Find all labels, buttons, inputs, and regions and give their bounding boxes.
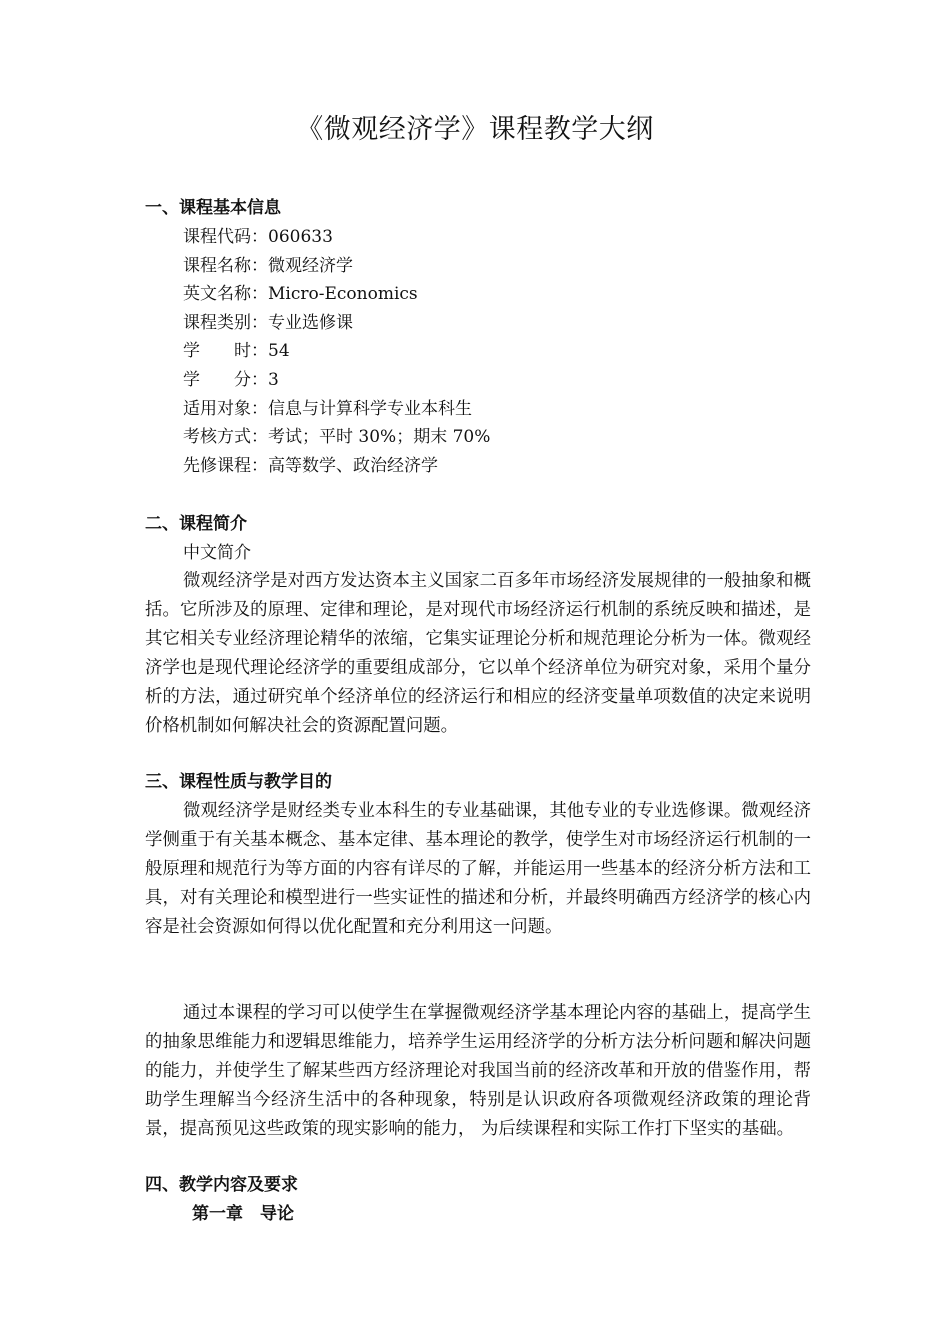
section-1-heading: 一、课程基本信息 [145, 198, 281, 218]
section-2-heading: 二、课程简介 [145, 514, 247, 534]
section-3-heading: 三、课程性质与教学目的 [145, 772, 332, 792]
chapter-1-heading: 第一章 导论 [192, 1204, 294, 1224]
assessment-method: 考核方式：考试；平时 30%；期末 70% [183, 427, 491, 448]
course-name: 课程名称：微观经济学 [183, 255, 353, 276]
english-name: 英文名称：Micro-Economics [183, 284, 418, 305]
intro-paragraph: 微观经济学是对西方发达资本主义国家二百多年市场经济发展规律的一般抽象和概括。它所涉及的原理、定律和理论，是对现代市场经济运行机制的系统反映和描述，是其它相关专业经济理论精华的浓缩，它集实证理论分析和规范理论分析为一体。微观经济学也是现代理论经济学的重要组成部分，它以单个经济单位为研究对象，采用个量分析的方法，通过研究单个经济单位的经济运行和相应的经济变量单项数值的决定来说明价格机制如何解决社会的资源配置问题。 [145, 571, 811, 736]
course-hours: 学 时：54 [183, 341, 290, 362]
target-students: 适用对象：信息与计算科学专业本科生 [183, 398, 472, 419]
chinese-intro-label: 中文简介 [183, 543, 251, 563]
purpose-paragraph: 通过本课程的学习可以使学生在掌握微观经济学基本理论内容的基础上，提高学生的抽象思维能力和逻辑思维能力，培养学生运用经济学的分析方法分析问题和解决问题的能力，并使学生了解某些西方经济理论对我国当前的经济改革和开放的借鉴作用，帮助学生理解当今经济生活中的各种现象，特别是认识政府各项微观经济政策的理论背景，提高预见这些政策的现实影响的能力， 为后续课程和实际工作打下坚实的基础。 [145, 1003, 811, 1139]
course-info-list [183, 223, 490, 480]
course-credits: 学 分：3 [183, 369, 279, 390]
course-category: 课程类别：专业选修课 [183, 312, 353, 333]
course-code: 课程代码：060633 [183, 227, 333, 247]
prerequisites: 先修课程：高等数学、政治经济学 [183, 455, 438, 476]
section-4-heading: 四、教学内容及要求 [145, 1175, 298, 1195]
document-title: 《微观经济学》课程教学大纲 [296, 114, 654, 145]
nature-paragraph: 微观经济学是财经类专业本科生的专业基础课，其他专业的专业选修课。微观经济学侧重于有关基本概念、基本定律、基本理论的教学，使学生对市场经济运行机制的一般原理和规范行为等方面的内容有详尽的了解，并能运用一些基本的经济分析方法和工具，对有关理论和模型进行一些实证性的描述和分析，并最终明确西方经济学的核心内容是社会资源如何得以优化配置和充分利用这一问题。 [145, 801, 811, 937]
